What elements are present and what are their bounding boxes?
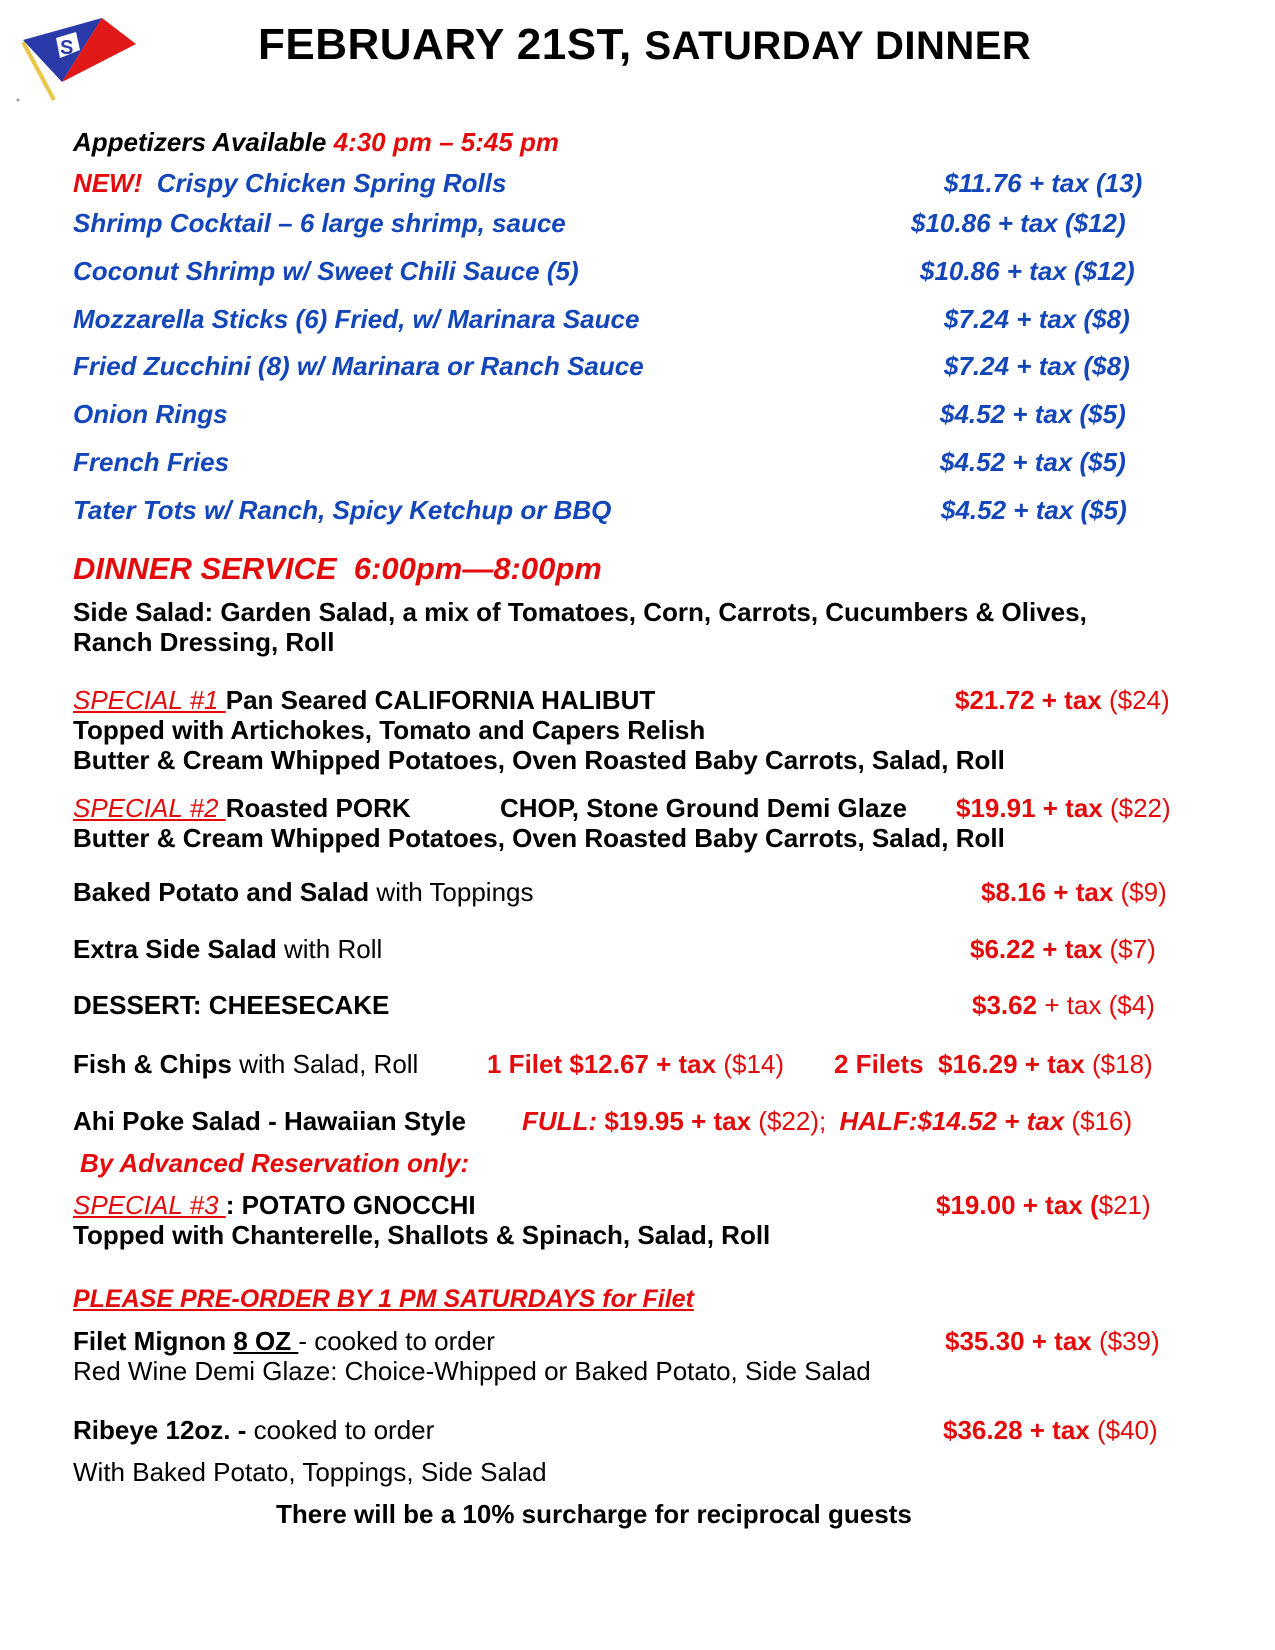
ribeye-item <box>73 1415 434 1446</box>
filet-price <box>945 1326 1160 1357</box>
price-bold: $6.22 + tax <box>970 934 1103 964</box>
price-bold: $21.72 + tax <box>955 685 1102 715</box>
fish-chips-option2 <box>834 1049 1153 1080</box>
side-salad-line2: Ranch Dressing, Roll <box>73 627 335 657</box>
appetizer-name: French Fries <box>73 447 230 477</box>
appetizer-price: $11.76 + tax (13) <box>944 168 1143 198</box>
full-price-total: ($22); <box>758 1106 827 1136</box>
price-bold: $35.30 + tax <box>945 1326 1092 1356</box>
special3-title <box>73 1190 476 1221</box>
special3-label: SPECIAL #3 <box>73 1190 226 1220</box>
special2-name-b: CHOP, Stone Ground Demi Glaze <box>500 793 907 823</box>
half-price-total: ($16) <box>1071 1106 1133 1136</box>
special2-name-a: Roasted PORK <box>225 793 411 823</box>
page-title <box>258 20 1031 70</box>
appetizer-name: Coconut Shrimp w/ Sweet Chili Sauce (5) <box>73 256 579 286</box>
ahi-poke-item: Ahi Poke Salad - Hawaiian Style <box>73 1106 467 1136</box>
appetizer-name: Tater Tots w/ Ranch, Spicy Ketchup or BBQ <box>73 495 612 525</box>
price-bold: 2 Filets $16.29 + tax <box>834 1049 1085 1079</box>
title-event: SATURDAY DINNER <box>644 24 1032 68</box>
appetizer-price: $4.52 + tax ($5) <box>940 399 1126 429</box>
special2-price <box>956 793 1171 824</box>
baked-potato-price <box>981 877 1167 908</box>
appetizer-name: Onion Rings <box>73 399 228 429</box>
appetizers-heading <box>73 127 559 158</box>
special1-label: SPECIAL #1 <box>73 685 226 715</box>
half-price-bold: $14.52 + tax <box>917 1106 1065 1136</box>
half-label: HALF: <box>839 1106 918 1136</box>
price-total: ($39) <box>1098 1326 1160 1356</box>
club-burgee-logo <box>14 14 144 106</box>
special2-label: SPECIAL #2 <box>73 793 226 823</box>
filet-line2: Red Wine Demi Glaze: Choice-Whipped or Baked Potato, Side Salad <box>73 1356 871 1386</box>
fish-chips-item <box>73 1049 418 1080</box>
appetizer-name: Mozzarella Sticks (6) Fried, w/ Marinara Sauce <box>73 304 640 334</box>
item-desc: cooked to order <box>246 1415 435 1445</box>
appetizer-name: Fried Zucchini (8) w/ Marinara or Ranch Sauce <box>73 351 644 381</box>
special1-price <box>955 685 1170 716</box>
title-date: FEBRUARY 21ST, <box>258 20 632 69</box>
appetizer-name: Crispy Chicken Spring Rolls <box>156 168 507 198</box>
baked-potato-item <box>73 877 534 908</box>
appetizer-price: $4.52 + tax ($5) <box>941 495 1127 525</box>
price-bold: $36.28 + tax <box>943 1415 1090 1445</box>
appetizer-name: Shrimp Cocktail – 6 large shrimp, sauce <box>73 208 566 238</box>
special3-name: : POTATO GNOCCHI <box>225 1190 476 1220</box>
price-total: ($14) <box>723 1049 785 1079</box>
side-salad-line1: Side Salad: Garden Salad, a mix of Tomatoes, Corn, Carrots, Cucumbers & Olives, <box>73 597 1087 627</box>
appetizer-price: $10.86 + tax ($12) <box>911 208 1126 238</box>
special1-title <box>73 685 655 716</box>
price-total: + tax ($4) <box>1044 990 1155 1020</box>
special1-line3: Butter & Cream Whipped Potatoes, Oven Roasted Baby Carrots, Salad, Roll <box>73 745 1005 775</box>
item-name: Baked Potato and Salad <box>73 877 370 907</box>
appetizer-price: $10.86 + tax ($12) <box>920 256 1135 286</box>
reservation-note: By Advanced Reservation only: <box>80 1148 470 1178</box>
dessert-item: DESSERT: CHEESECAKE <box>73 990 390 1020</box>
price-total: ($22) <box>1109 793 1171 823</box>
item-desc: with Toppings <box>376 877 534 907</box>
ribeye-price <box>943 1415 1158 1446</box>
full-label: FULL: <box>522 1106 598 1136</box>
price-total: ($40) <box>1096 1415 1158 1445</box>
special2-line2: Butter & Cream Whipped Potatoes, Oven Roasted Baby Carrots, Salad, Roll <box>73 823 1005 853</box>
item-name: Filet Mignon <box>73 1326 234 1356</box>
special3-line2: Topped with Chanterelle, Shallots & Spinach, Salad, Roll <box>73 1220 771 1250</box>
filet-item <box>73 1326 495 1357</box>
dinner-service-heading: DINNER SERVICE 6:00pm—8:00pm <box>73 551 602 586</box>
special3-price <box>936 1190 1151 1221</box>
price-total: ($9) <box>1120 877 1167 907</box>
ahi-poke-prices <box>522 1106 1132 1137</box>
appetizers-time: 4:30 pm – 5:45 pm <box>333 127 560 157</box>
surcharge-note: There will be a 10% surcharge for reciprocal guests <box>276 1499 912 1529</box>
special1-line2: Topped with Artichokes, Tomato and Capers Relish <box>73 715 706 745</box>
item-size: 8 OZ <box>233 1326 299 1356</box>
appetizer-item <box>73 168 506 199</box>
price-bold: $19.91 + tax <box>956 793 1103 823</box>
appetizers-label: Appetizers Available <box>73 127 327 157</box>
fish-chips-option1 <box>487 1049 784 1080</box>
full-price-bold: $19.95 + tax <box>604 1106 752 1136</box>
preorder-note: PLEASE PRE-ORDER BY 1 PM SATURDAYS for Filet <box>73 1285 694 1313</box>
price-bold: $19.00 + tax ( <box>936 1190 1099 1220</box>
item-desc: - cooked to order <box>298 1326 495 1356</box>
appetizer-price: $7.24 + tax ($8) <box>944 304 1130 334</box>
extra-salad-price <box>970 934 1156 965</box>
price-bold: $3.62 <box>972 990 1038 1020</box>
price-bold: $8.16 + tax <box>981 877 1114 907</box>
price-total: $21) <box>1098 1190 1151 1220</box>
logo-letter: S <box>60 37 74 59</box>
extra-salad-item <box>73 934 382 965</box>
ribeye-line2: With Baked Potato, Toppings, Side Salad <box>73 1457 547 1487</box>
item-name: Fish & Chips <box>73 1049 232 1079</box>
special1-name: Pan Seared CALIFORNIA HALIBUT <box>225 685 656 715</box>
appetizer-price: $4.52 + tax ($5) <box>940 447 1126 477</box>
price-bold: 1 Filet $12.67 + tax <box>487 1049 717 1079</box>
item-desc: with Salad, Roll <box>239 1049 419 1079</box>
item-name: Extra Side Salad <box>73 934 277 964</box>
price-total: ($7) <box>1109 934 1156 964</box>
new-badge: NEW! <box>73 168 143 198</box>
item-name: Ribeye 12oz. - <box>73 1415 247 1445</box>
price-total: ($18) <box>1092 1049 1153 1079</box>
price-total: ($24) <box>1108 685 1170 715</box>
special2-title <box>73 793 411 824</box>
appetizer-price: $7.24 + tax ($8) <box>944 351 1130 381</box>
dessert-price <box>972 990 1155 1021</box>
item-desc: with Roll <box>284 934 383 964</box>
